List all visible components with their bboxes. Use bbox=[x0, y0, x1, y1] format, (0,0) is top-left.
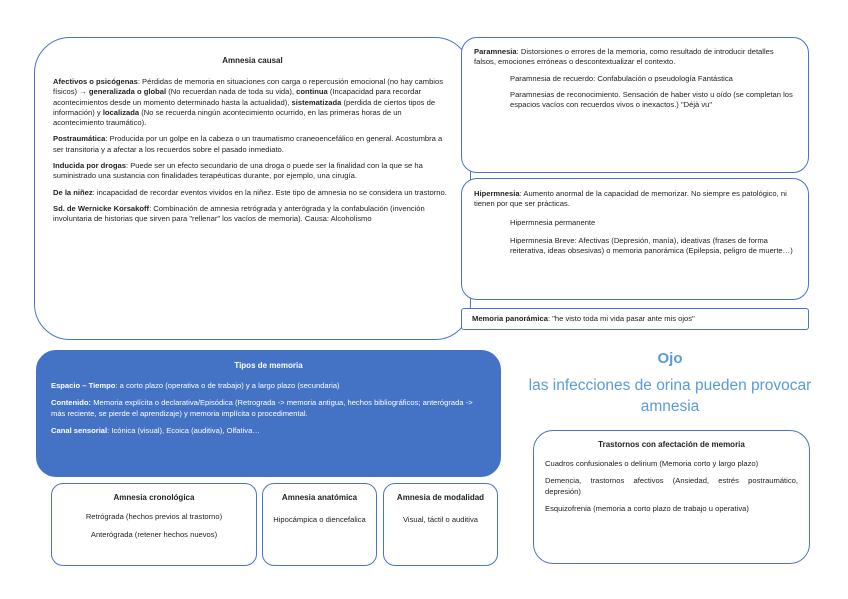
amnesia-modalidad-title: Amnesia de modalidad bbox=[396, 493, 485, 502]
trastornos-box bbox=[533, 430, 810, 564]
amnesia-causal-title: Amnesia causal bbox=[222, 56, 283, 65]
amnesia-anatomica-title: Amnesia anatómica bbox=[281, 493, 358, 502]
memoria-panoramica-text: : "he visto toda mi vida pasar ante mis ojos" bbox=[547, 314, 695, 323]
drogas-paragraph bbox=[53, 161, 452, 182]
hipermnesia-breve: Hipermnesia Breve: Afectivas (Depresión, manía), ideativas (frases de forma reiterativa, ideas obsesivas) o memoria panorámica (Epilepsia, peligro de muerte…) bbox=[510, 235, 793, 256]
afectivos-bold-3: sistematizada bbox=[291, 97, 342, 107]
hipermnesia-permanente: Hipermnesia permanente bbox=[510, 217, 596, 227]
postraumatica-label: Postraumática bbox=[53, 134, 106, 144]
afectivos-bold-2: continua bbox=[296, 87, 328, 97]
afectivos-text-4: (perdida de ciertos tipos de información) y bbox=[53, 97, 436, 117]
trastornos-title: Trastornos con afectación de memoria bbox=[598, 440, 745, 449]
paramnesia-box bbox=[461, 37, 809, 173]
contenido-label: Contenido: bbox=[51, 398, 92, 408]
afectivos-text-5: (No se recuerda ningún acontecimiento ocurrido, en las primeras horas de un acontecimiento traumático). bbox=[53, 107, 402, 128]
amnesia-modalidad-text: Visual, táctil o auditiva bbox=[403, 514, 478, 524]
hipermnesia-box bbox=[461, 178, 809, 300]
canal-sensorial-text: : Icónica (visual), Ecoica (auditiva), Olfativa… bbox=[107, 425, 260, 435]
hipermnesia-label: Hipermnesia bbox=[474, 189, 520, 198]
afectivos-text-1: : Pérdidas de memoria en situaciones con carga o repercusión emocional (no hay cambios físicos) → bbox=[53, 76, 444, 97]
afectivos-label: Afectivos o psicógenas bbox=[53, 76, 138, 86]
amnesia-cronologica-title: Amnesia cronológica bbox=[113, 493, 195, 502]
drogas-label: Inducida por drogas bbox=[53, 161, 126, 171]
trastornos-item-1: Cuadros confusionales o delirium (Memoria corto y largo plazo) bbox=[545, 458, 759, 468]
afectivos-bold-4: localizada bbox=[102, 107, 140, 117]
anterograda-text: Anterógrada (retener hechos nuevos) bbox=[90, 530, 218, 540]
tipos-memoria-title: Tipos de memoria bbox=[234, 361, 303, 370]
drogas-text: : Puede ser un efecto secundario de una droga o puede ser la finalidad con la que se ha suministrado una sustancia con finalidades terapéuticas durante, por ejemplo, una cirugía. bbox=[53, 161, 423, 181]
wernicke-label: Sd. de Wernicke Korsakoff bbox=[53, 204, 150, 213]
trastornos-item-2: Demencia, trastornos afectivos (Ansiedad, estrés postraumático, depresión) bbox=[545, 476, 798, 496]
paramnesia-text: : Distorsiones o errores de la memoria, como resultado de introducir detalles falsos, emociones erróneas o descontextualizar el contexto. bbox=[474, 47, 774, 67]
ojo-title: Ojo bbox=[657, 350, 683, 367]
hipermnesia-text: : Aumento anormal de la capacidad de memorizar. No siempre es patológico, ni tienen por que ser prácticas. bbox=[474, 189, 787, 209]
espacio-tiempo-paragraph bbox=[51, 381, 486, 391]
canal-sensorial-label: Canal sensorial bbox=[51, 425, 108, 435]
espacio-tiempo-label: Espacio – Tiempo bbox=[51, 380, 116, 390]
tipos-memoria-box bbox=[36, 350, 501, 477]
afectivos-text-3: (Incapacidad para recordar acontecimientos desde un momento determinado hasta la actualidad), bbox=[53, 87, 422, 107]
amnesia-anatomica-box bbox=[262, 483, 377, 566]
postraumatica-text: : Producida por un golpe en la cabeza o un traumatismo craneoencefálico en general. Acostumbra a ser transitoria y a afectar a los recuerdos sobre el pasado inmediato. bbox=[53, 134, 443, 154]
ninez-text: : incapacidad de recordar eventos vividos en la niñez. Este tipo de amnesia no se considera un trastorno. bbox=[92, 187, 447, 197]
afectivos-bold-1: generalizada o global bbox=[88, 87, 167, 97]
hipermnesia-definition bbox=[474, 189, 796, 210]
paramnesia-definition bbox=[474, 47, 796, 68]
memoria-panoramica-label: Memoria panorámica bbox=[472, 314, 548, 323]
ojo-text: las infecciones de orina pueden provocar amnesia bbox=[528, 377, 812, 415]
trastornos-item-3: Esquizofrenia (memoria a corto plazo de trabajo u operativa) bbox=[545, 503, 749, 513]
contenido-text: Memoria explícita o declarativa/Episódica (Retrograda -> memoria antigua, hechos bibliográficos; anterógrada -> más reciente, se pierde el aprendizaje) y memoria implícita o procedimental. bbox=[51, 398, 473, 418]
wernicke-text: : Combinación de amnesia retrógrada y anterógrada y la confabulación (invención involuntaria de historias que sirven para "rellenar" los vacíos de memoria). Causa: Alcoholismo bbox=[53, 204, 425, 224]
canal-sensorial-paragraph bbox=[51, 426, 486, 436]
afectivos-text-2: (No recuerdan nada de toda su vida), bbox=[166, 87, 297, 97]
paramnesia-reconocimiento: Paramnesias de reconocimiento. Sensación de haber visto u oído (se completan los espacios vacíos con recuerdos vivos o inexactos.) "Déjà vu" bbox=[510, 89, 793, 110]
ninez-paragraph bbox=[53, 188, 452, 198]
espacio-tiempo-text: : a corto plazo (operativa o de trabajo) y a largo plazo (secundaria) bbox=[115, 380, 340, 390]
amnesia-anatomica-text: Hipocámpica o diencefalica bbox=[273, 514, 366, 524]
amnesia-causal-box bbox=[34, 37, 471, 340]
paramnesia-label: Paramnesia bbox=[474, 47, 517, 56]
retrograda-text: Retrógrada (hechos previos al trastorno) bbox=[85, 511, 223, 521]
afectivos-paragraph bbox=[53, 77, 452, 129]
paramnesia-recuerdo: Paramnesia de recuerdo: Confabulación o pseudología Fantástica bbox=[510, 73, 733, 83]
amnesia-cronologica-box bbox=[51, 483, 257, 566]
postraumatica-paragraph bbox=[53, 134, 452, 155]
memoria-panoramica-box bbox=[461, 308, 809, 330]
ninez-label: De la niñez bbox=[53, 187, 93, 197]
amnesia-modalidad-box bbox=[383, 483, 498, 566]
wernicke-paragraph bbox=[53, 204, 452, 225]
contenido-paragraph bbox=[51, 398, 486, 419]
